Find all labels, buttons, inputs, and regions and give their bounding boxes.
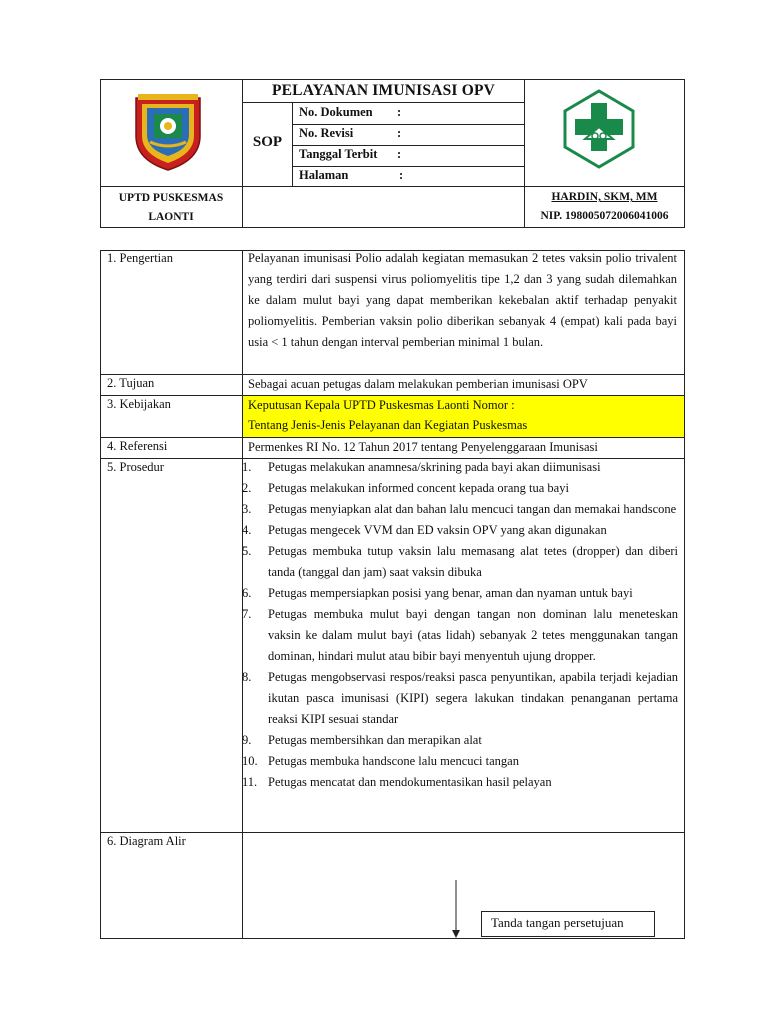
doc-field-label: No. Dokumen bbox=[299, 105, 373, 119]
signatory bbox=[524, 188, 685, 226]
doc-field-sep: : bbox=[397, 126, 402, 140]
puskesmas-logo bbox=[563, 89, 635, 169]
prosedur-step bbox=[242, 772, 678, 793]
signatory-nip: NIP. 198005072006041006 bbox=[540, 210, 669, 222]
signatory-name: HARDIN, SKM, MM bbox=[551, 191, 658, 203]
prosedur-step bbox=[242, 478, 678, 499]
diagram-label: 6. Diagram Alir bbox=[107, 834, 186, 848]
kebijakan-label: 3. Kebijakan bbox=[107, 397, 171, 411]
referensi-label: 4. Referensi bbox=[107, 439, 168, 453]
step-number: 6. bbox=[242, 586, 252, 600]
step-number: 7. bbox=[242, 607, 252, 621]
step-number: 9. bbox=[242, 733, 252, 747]
referensi-text: Permenkes RI No. 12 Tahun 2017 tentang Penyelenggaraan Imunisasi bbox=[248, 440, 598, 454]
step-number: 4. bbox=[242, 523, 252, 537]
sop-label: SOP bbox=[252, 134, 283, 150]
step-text: Petugas menyiapkan alat dan bahan lalu mencuci tangan dan memakai handscone bbox=[268, 502, 677, 516]
org-name-line2: LAONTI bbox=[148, 211, 194, 223]
approval-box bbox=[481, 911, 655, 937]
step-number: 8. bbox=[242, 670, 252, 684]
approval-box-label: Tanda tangan persetujuan bbox=[491, 915, 624, 930]
prosedur-step bbox=[242, 457, 678, 478]
step-number: 1. bbox=[242, 460, 252, 474]
prosedur-step bbox=[242, 583, 678, 604]
doc-field-sep: : bbox=[397, 147, 402, 161]
tujuan-label: 2. Tujuan bbox=[107, 376, 155, 390]
step-text: Petugas membersihkan dan merapikan alat bbox=[268, 733, 482, 747]
doc-field-label: Halaman bbox=[299, 168, 349, 182]
doc-field-sep: : bbox=[397, 105, 402, 119]
kebijakan-line1: Keputusan Kepala UPTD Puskesmas Laonti Nomor : bbox=[248, 398, 515, 412]
step-text: Petugas membuka handscone lalu mencuci tangan bbox=[268, 754, 519, 768]
org-name-line1: UPTD PUSKESMAS bbox=[118, 192, 224, 204]
prosedur-label: 5. Prosedur bbox=[107, 460, 164, 474]
pengertian-text: Pelayanan imunisasi Polio adalah kegiatan memasukan 2 tetes vaksin polio trivalent yang terdiri dari suspensi virus poliomyelitis tipe 1,2 dan 3 yang sudah dilemahkan ke dalam mulut bayi yang dapat memberikan kekebalan aktif terhadap penyakit poliomyelitis. Pemberian vaksin polio diberikan sebanyak 4 (empat) kali pada bayi usia < 1 tahun dengan interval pemberian minimal 1 bulan. bbox=[248, 251, 677, 349]
step-number: 2. bbox=[242, 481, 252, 495]
flow-arrow bbox=[450, 880, 462, 940]
prosedur-step bbox=[242, 541, 678, 583]
prosedur-step bbox=[242, 751, 678, 772]
prosedur-step bbox=[242, 667, 678, 730]
kebijakan-line2: Tentang Jenis-Jenis Pelayanan dan Kegiatan Puskesmas bbox=[248, 418, 528, 432]
prosedur-step bbox=[242, 499, 678, 520]
step-text: Petugas mempersiapkan posisi yang benar, aman dan nyaman untuk bayi bbox=[268, 586, 633, 600]
step-text: Petugas membuka mulut bayi dengan tangan non dominan lalu meneteskan vaksin ke dalam mulut bayi (atas lidah) sebanyak 2 tetes menggunakan tangan dominan, hindari mulut atau bibir bayi menyentuh ujung dropper. bbox=[268, 607, 678, 663]
step-number: 11. bbox=[242, 775, 258, 789]
step-text: Petugas melakukan anamnesa/skrining pada bayi akan diimunisasi bbox=[268, 460, 601, 474]
step-text: Petugas melakukan informed concent kepada orang tua bayi bbox=[268, 481, 569, 495]
pengertian-label: 1. Pengertian bbox=[107, 251, 173, 265]
step-text: Petugas mencatat dan mendokumentasikan hasil pelayan bbox=[268, 775, 552, 789]
prosedur-list bbox=[242, 457, 678, 793]
step-text: Petugas membuka tutup vaksin lalu memasang alat tetes (dropper) dan diberi tanda (tanggal dan jam) saat vaksin dibuka bbox=[268, 544, 678, 579]
org-name bbox=[100, 189, 242, 227]
regency-logo bbox=[130, 92, 206, 172]
tujuan-text: Sebagai acuan petugas dalam melakukan pemberian imunisasi OPV bbox=[248, 377, 588, 391]
step-number: 10. bbox=[242, 754, 258, 768]
doc-field-label: No. Revisi bbox=[299, 126, 354, 140]
prosedur-step bbox=[242, 604, 678, 667]
document-title: PELAYANAN IMUNISASI OPV bbox=[271, 82, 496, 99]
step-number: 5. bbox=[242, 544, 252, 558]
prosedur-step bbox=[242, 520, 678, 541]
prosedur-steps bbox=[242, 457, 678, 793]
step-number: 3. bbox=[242, 502, 252, 516]
prosedur-step bbox=[242, 730, 678, 751]
step-text: Petugas mengobservasi respos/reaksi pasca penyuntikan, apabila terjadi kejadian ikutan pasca imunisasi (KIPI) segera lakukan tindakan penanganan pertama reaksi KIPI sesuai standar bbox=[268, 670, 678, 726]
doc-field-label: Tanggal Terbit bbox=[299, 147, 378, 161]
step-text: Petugas mengecek VVM dan ED vaksin OPV yang akan digunakan bbox=[268, 523, 607, 537]
doc-field-sep: : bbox=[399, 168, 404, 182]
